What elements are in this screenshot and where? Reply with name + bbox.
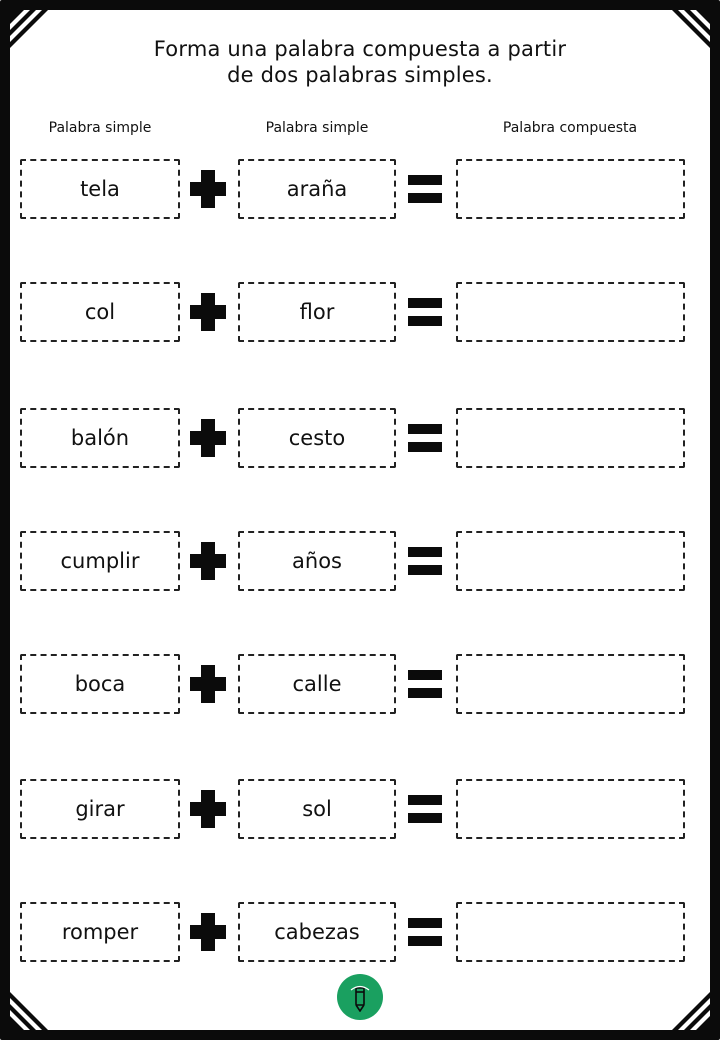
plus-icon	[190, 170, 226, 208]
word-box-simple-1: balón	[20, 408, 180, 468]
exercise-row	[0, 902, 720, 966]
equals-icon	[408, 424, 442, 454]
column-header-simple-1: Palabra simple	[48, 120, 152, 136]
plus-icon	[190, 419, 226, 457]
word-box-simple-2: araña	[238, 159, 396, 219]
equals-icon	[408, 795, 442, 825]
word-box-simple-1: tela	[20, 159, 180, 219]
word-box-simple-1: romper	[20, 902, 180, 962]
column-header-simple-2: Palabra simple	[265, 120, 369, 136]
word-box-simple-1: boca	[20, 654, 180, 714]
column-header-compound: Palabra compuesta	[502, 120, 638, 136]
word-box-simple-2: cabezas	[238, 902, 396, 962]
word-box-simple-1: girar	[20, 779, 180, 839]
exercise-row	[0, 408, 720, 472]
plus-icon	[190, 665, 226, 703]
exercise-row	[0, 159, 720, 223]
word-box-simple-2: años	[238, 531, 396, 591]
worksheet-title	[0, 36, 720, 88]
word-box-simple-1: cumplir	[20, 531, 180, 591]
pencil-logo-icon	[337, 974, 383, 1020]
equals-icon	[408, 298, 442, 328]
exercise-row	[0, 779, 720, 843]
answer-box[interactable]	[456, 654, 685, 714]
plus-icon	[190, 913, 226, 951]
equals-icon	[408, 918, 442, 948]
title-line-2: de dos palabras simples.	[227, 63, 493, 87]
title-line-1: Forma una palabra compuesta a partir	[153, 37, 567, 61]
corner-decoration-bottom-left	[10, 990, 50, 1030]
answer-box[interactable]	[456, 779, 685, 839]
corner-decoration-bottom-right	[670, 990, 710, 1030]
plus-icon	[190, 293, 226, 331]
equals-icon	[408, 175, 442, 205]
answer-box[interactable]	[456, 159, 685, 219]
exercise-row	[0, 654, 720, 718]
word-box-simple-1: col	[20, 282, 180, 342]
exercise-row	[0, 282, 720, 346]
answer-box[interactable]	[456, 282, 685, 342]
equals-icon	[408, 670, 442, 700]
word-box-simple-2: flor	[238, 282, 396, 342]
word-box-simple-2: sol	[238, 779, 396, 839]
answer-box[interactable]	[456, 408, 685, 468]
plus-icon	[190, 790, 226, 828]
word-box-simple-2: calle	[238, 654, 396, 714]
equals-icon	[408, 547, 442, 577]
answer-box[interactable]	[456, 902, 685, 962]
exercise-row	[0, 531, 720, 595]
word-box-simple-2: cesto	[238, 408, 396, 468]
plus-icon	[190, 542, 226, 580]
answer-box[interactable]	[456, 531, 685, 591]
